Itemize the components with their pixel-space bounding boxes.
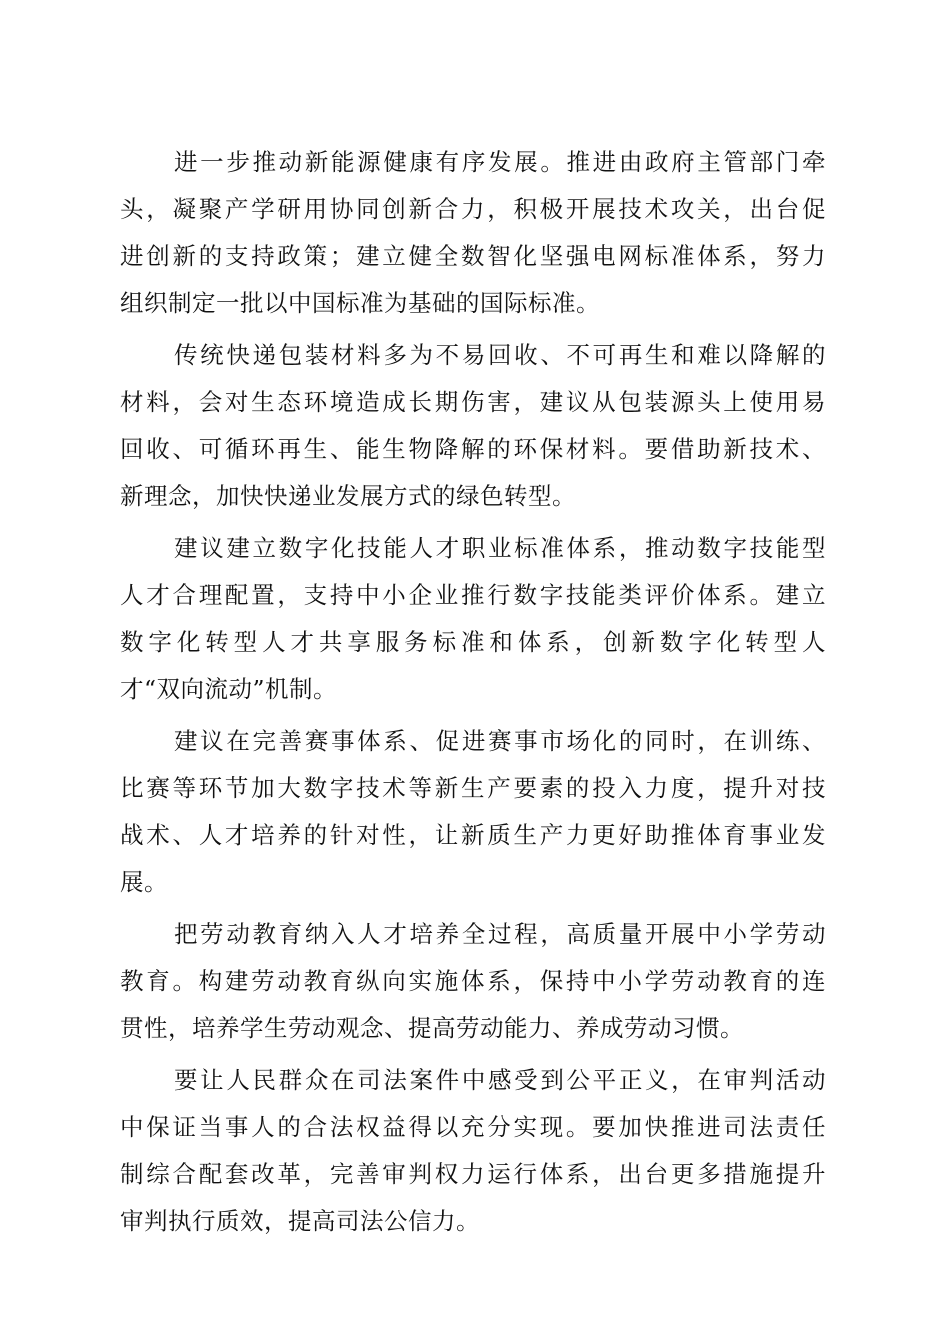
text-line: 比赛等环节加大数字技术等新生产要素的投入力度，提升对技 bbox=[120, 774, 826, 802]
text-line: 回收、可循环再生、能生物降解的环保材料。要借助新技术、 bbox=[120, 435, 826, 463]
text-line: 教育。构建劳动教育纵向实施体系，保持中小学劳动教育的连 bbox=[120, 967, 826, 995]
paragraph-judicial-justice bbox=[120, 1057, 826, 1245]
text-line: 贯性，培养学生劳动观念、提高劳动能力、养成劳动习惯。 bbox=[120, 1014, 744, 1042]
paragraph-labor-education bbox=[120, 911, 826, 1052]
text-line: 进一步推动新能源健康有序发展。推进由政府主管部门牵 bbox=[174, 148, 826, 176]
text-line: 战术、人才培养的针对性，让新质生产力更好助推体育事业发 bbox=[120, 821, 826, 849]
text-line: 展。 bbox=[120, 868, 168, 896]
paragraph-express-packaging bbox=[120, 332, 826, 520]
text-line: 才“双向流动”机制。 bbox=[120, 675, 338, 703]
text-line: 建议在完善赛事体系、促进赛事市场化的同时，在训练、 bbox=[174, 727, 826, 755]
text-line: 把劳动教育纳入人才培养全过程，高质量开展中小学劳动 bbox=[174, 920, 826, 948]
text-line: 建议建立数字化技能人才职业标准体系，推动数字技能型 bbox=[174, 534, 826, 562]
text-line: 数字化转型人才共享服务标准和体系，创新数字化转型人 bbox=[120, 628, 826, 656]
text-line: 中保证当事人的合法权益得以充分实现。要加快推进司法责任 bbox=[120, 1113, 826, 1141]
text-line: 要让人民群众在司法案件中感受到公平正义，在审判活动 bbox=[174, 1066, 826, 1094]
text-line: 新理念，加快快递业发展方式的绿色转型。 bbox=[120, 482, 576, 510]
document-body bbox=[120, 139, 826, 1250]
paragraph-digital-talent bbox=[120, 525, 826, 713]
paragraph-new-energy bbox=[120, 139, 826, 327]
text-line: 进创新的支持政策；建立健全数智化坚强电网标准体系，努力 bbox=[120, 242, 826, 270]
text-line: 审判执行质效，提高司法公信力。 bbox=[120, 1207, 480, 1235]
text-line: 材料，会对生态环境造成长期伤害，建议从包装源头上使用易 bbox=[120, 388, 826, 416]
text-line: 人才合理配置，支持中小企业推行数字技能类评价体系。建立 bbox=[120, 581, 826, 609]
text-line: 头，凝聚产学研用协同创新合力，积极开展技术攻关，出台促 bbox=[120, 195, 826, 223]
text-line: 制综合配套改革，完善审判权力运行体系，出台更多措施提升 bbox=[120, 1160, 826, 1188]
text-line: 传统快递包装材料多为不易回收、不可再生和难以降解的 bbox=[174, 341, 826, 369]
paragraph-sports-events bbox=[120, 718, 826, 906]
text-line: 组织制定一批以中国标准为基础的国际标准。 bbox=[120, 289, 600, 317]
